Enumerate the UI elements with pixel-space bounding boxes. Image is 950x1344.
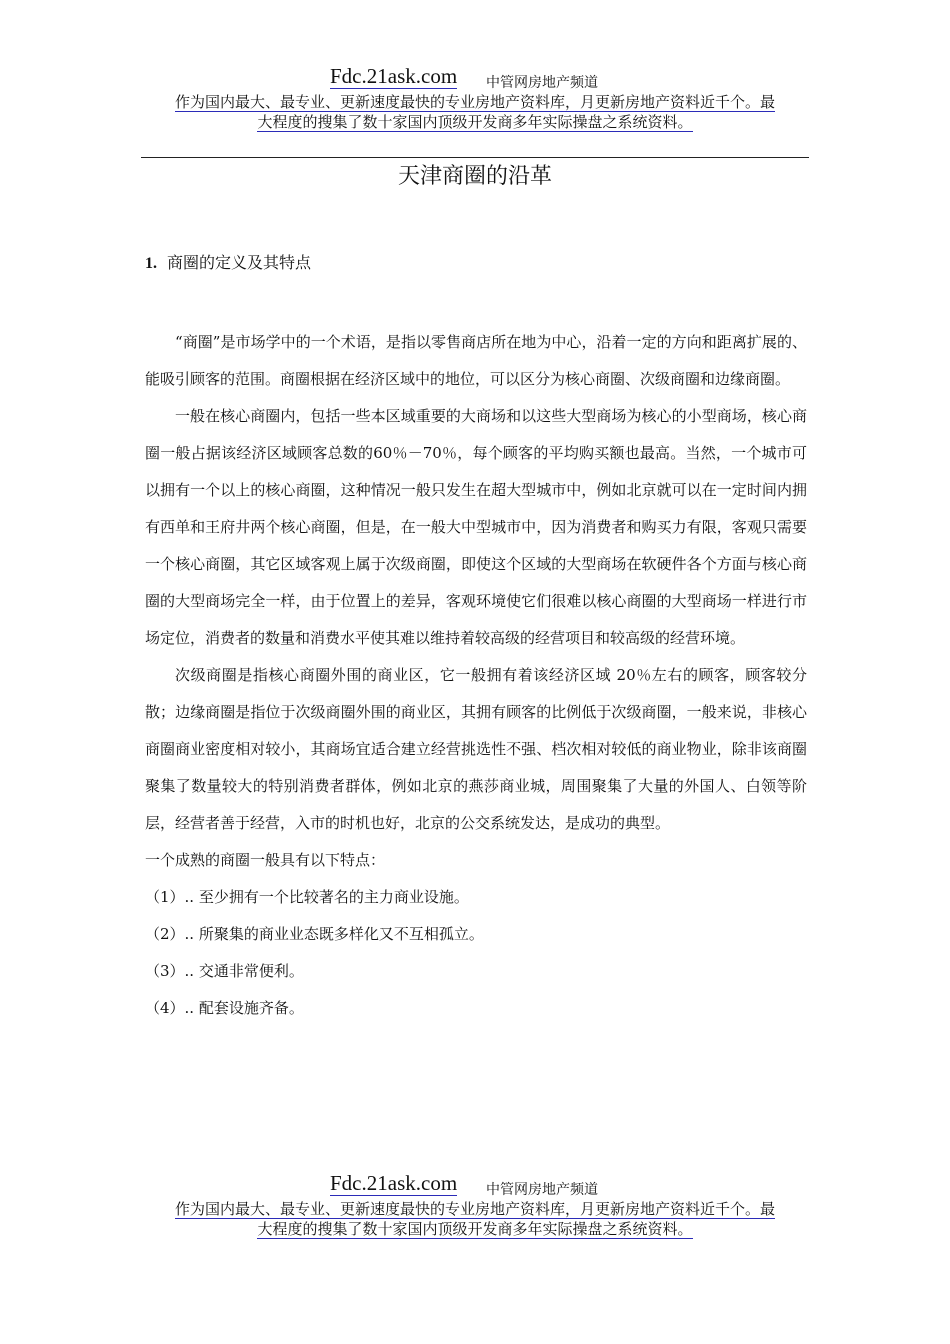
header-slogan-line-2[interactable]: 大程度的搜集了数十家国内顶级开发商多年实际操盘之系统资料。 [257, 113, 693, 131]
section-heading [145, 252, 311, 275]
page-title: 天津商圈的沿革 [397, 164, 552, 189]
footer-channel-label: 中管网房地产频道 [486, 1182, 598, 1198]
footer-site-link[interactable]: Fdc.21ask.com [330, 1171, 458, 1195]
feature-item-1: （1）.. 至少拥有一个比较著名的主力商业设施。 [145, 888, 469, 906]
paragraph-2: 一般在核心商圈内，包括一些本区域重要的大商场和以这些大型商场为核心的小型商场，核心商圈一般占据该经济区域顾客总数的60％－70％，每个顾客的平均购买额也最高。当然，一个城市可以拥有一个以上的核心商圈，这种情况一般只发生在超大型城市中，例如北京就可以在一定时间内拥有西单和王府井两个核心商圈，但是，在一般大中型城市中，因为消费者和购买力有限，客观只需要一个核心商圈，其它区域客观上属于次级商圈，即使这个区域的大型商场在软硬件各个方面与核心商圈的大型商场完全一样，由于位置上的差异，客观环境使它们很难以核心商圈的大型商场一样进行市场定位，消费者的数量和消费水平使其难以维持着较高级的经营项目和较高级的经营环境。 [145, 407, 807, 647]
feature-item-4: （4）.. 配套设施齐备。 [145, 999, 304, 1017]
header-slogan[interactable] [140, 92, 810, 132]
features-intro: 一个成熟的商圈一般具有以下特点： [145, 851, 386, 869]
footer-slogan-line-2[interactable]: 大程度的搜集了数十家国内顶级开发商多年实际操盘之系统资料。 [257, 1220, 693, 1238]
footer-slogan[interactable] [140, 1199, 810, 1239]
feature-item-3: （3）.. 交通非常便利。 [145, 962, 304, 980]
header-divider [141, 157, 809, 158]
feature-item-2: （2）.. 所聚集的商业业态既多样化又不互相孤立。 [145, 925, 484, 943]
footer-slogan-line-1[interactable]: 作为国内最大、最专业、更新速度最快的专业房地产资料库，月更新房地产资料近千个。最 [174, 1200, 775, 1218]
paragraph-1: “商圈”是市场学中的一个术语，是指以零售商店所在地为中心，沿着一定的方向和距离扩展的、能吸引顾客的范围。商圈根据在经济区域中的地位，可以区分为核心商圈、次级商圈和边缘商圈。 [145, 333, 807, 388]
body-content [145, 324, 807, 1027]
header-channel-label: 中管网房地产频道 [486, 75, 598, 91]
footer-banner [0, 1171, 950, 1239]
header-slogan-line-1[interactable]: 作为国内最大、最专业、更新速度最快的专业房地产资料库，月更新房地产资料近千个。最 [174, 93, 775, 111]
section-title: 商圈的定义及其特点 [167, 253, 312, 272]
paragraph-3: 次级商圈是指核心商圈外围的商业区，它一般拥有着该经济区域 20％左右的顾客，顾客较分散；边缘商圈是指位于次级商圈外围的商业区，其拥有顾客的比例低于次级商圈，一般来说，非核心商圈商业密度相对较小，其商场宜适合建立经营挑选性不强、档次相对较低的商业物业，除非该商圈聚集了数量较大的特别消费者群体，例如北京的燕莎商业城，周围聚集了大量的外国人、白领等阶层，经营者善于经营，入市的时机也好，北京的公交系统发达，是成功的典型。 [145, 666, 807, 832]
header-site-row [0, 64, 950, 92]
header-site-link[interactable]: Fdc.21ask.com [330, 64, 458, 88]
section-number: 1. [145, 255, 157, 272]
footer-site-row [0, 1171, 950, 1199]
header-banner [0, 64, 950, 132]
